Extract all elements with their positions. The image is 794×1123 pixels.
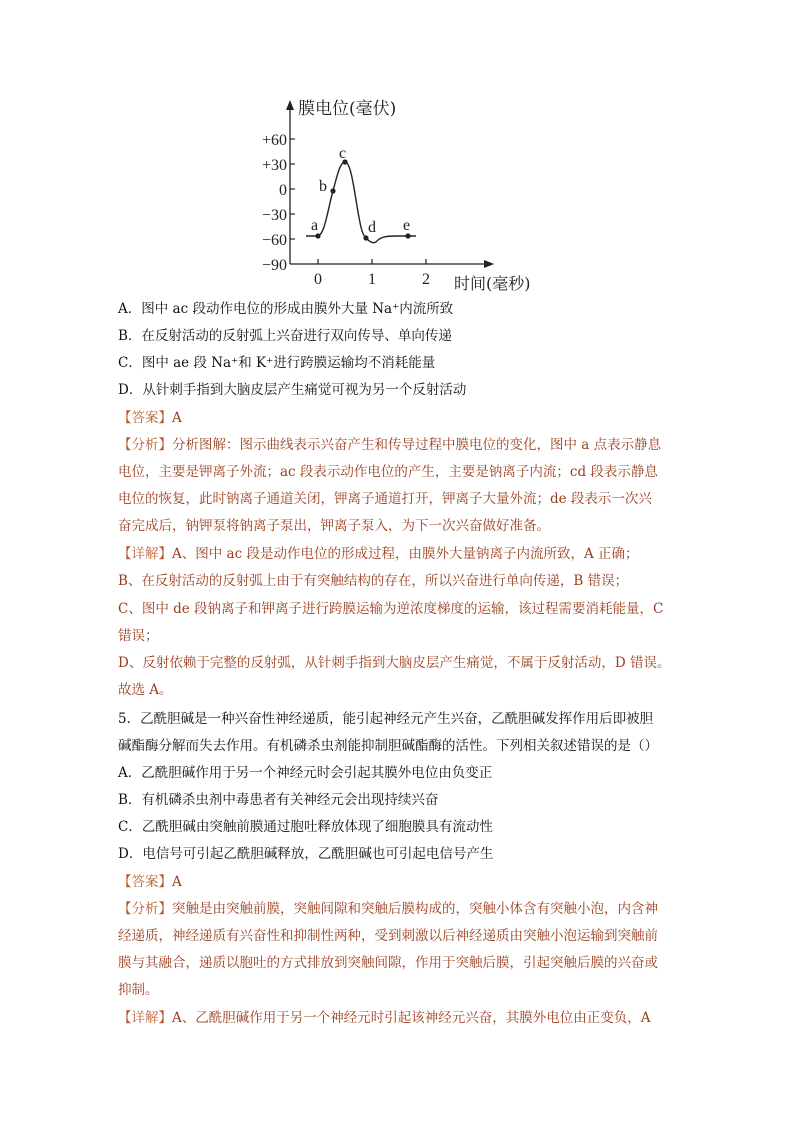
q5-detail-line: 【详解】A、乙酰胆碱作用于另一个神经元时引起该神经元兴奋，其膜外电位由正变负，A — [118, 1010, 651, 1026]
q5-option-b: B．有机磷杀虫剂中毒患者有关神经元会出现持续兴奋 — [118, 792, 439, 808]
q5-answer — [118, 871, 182, 893]
q5-option-a: A．乙酰胆碱作用于另一个神经元时会引起其膜外电位由负变正 — [118, 765, 493, 781]
q4-detail-line: 故选 A。 — [118, 682, 173, 698]
y-axis-arrow — [286, 100, 294, 110]
detail-tag: 【详解】 — [118, 1010, 172, 1026]
point-label-e: e — [403, 217, 411, 234]
analysis-tag: 【分析】 — [118, 437, 172, 453]
q4-answer — [118, 407, 182, 429]
answer-tag: 【答案】 — [118, 874, 172, 890]
y-tick-label: −90 — [261, 257, 287, 274]
q5-analysis-line: 抑制。 — [118, 982, 159, 998]
x-tick-label: 1 — [368, 271, 376, 288]
answer-tag: 【答案】 — [118, 410, 172, 426]
q4-option-c: C．图中 ae 段 Na⁺和 K⁺进行跨膜运输均不消耗能量 — [118, 355, 436, 371]
y-tick-label: −60 — [261, 232, 287, 249]
point-label-d: d — [368, 219, 376, 236]
answer-value: A — [172, 874, 182, 890]
point-label-a: a — [311, 217, 319, 234]
q4-analysis-line: 电位，主要是钾离子外流；ac 段表示动作电位的产生，主要是钠离子内流；cd 段表示静息 — [118, 464, 658, 480]
analysis-tag: 【分析】 — [118, 901, 172, 917]
y-axis-title: 膜电位(毫伏) — [298, 99, 397, 119]
y-tick-label: +60 — [261, 132, 287, 149]
point-e — [405, 233, 410, 238]
q4-detail-line: 【详解】A、图中 ac 段是动作电位的形成过程，由膜外大量钠离子内流所致，A 正确； — [118, 546, 639, 562]
q4-analysis-line: 【分析】分析图解：图示曲线表示兴奋产生和传导过程中膜电位的变化，图中 a 点表示静息 — [118, 437, 662, 453]
point-label-c: c — [339, 145, 347, 162]
point-a — [315, 233, 320, 238]
q4-detail-line: D、反射依赖于完整的反射弧，从针刺手指到大脑皮层产生痛觉，不属于反射活动，D 错误。 — [118, 655, 671, 671]
answer-value: A — [172, 410, 182, 426]
point-b — [330, 188, 335, 193]
q4-analysis-line: 电位的恢复，此时钠离子通道关闭，钾离子通道打开，钾离子大量外流；de 段表示一次兴 — [118, 491, 652, 507]
q4-option-d: D．从针刺手指到大脑皮层产生痛觉可视为另一个反射活动 — [118, 382, 467, 398]
point-label-b: b — [319, 178, 327, 195]
q4-analysis-line: 奋完成后，钠钾泵将钠离子泵出，钾离子泵入，为下一次兴奋做好准备。 — [118, 518, 550, 534]
y-tick-label: +30 — [261, 157, 287, 174]
q5-analysis-line: 【分析】突触是由突触前膜，突触间隙和突触后膜构成的，突触小体含有突触小泡，内含神 — [118, 901, 658, 917]
x-tick-label: 0 — [314, 271, 322, 288]
detail-tag: 【详解】 — [118, 546, 172, 562]
x-axis-title: 时间(毫秒) — [454, 274, 531, 293]
q5-analysis-line: 膜与其融合，递质以胞吐的方式排放到突触间隙，作用于突触后膜，引起突触后膜的兴奋或 — [118, 955, 658, 971]
q4-detail-line: C、图中 de 段钠离子和钾离子进行跨膜运输为逆浓度梯度的运输，该过程需要消耗能量，C — [118, 601, 664, 617]
membrane-potential-curve — [306, 162, 416, 243]
q4-option-b: B．在反射活动的反射弧上兴奋进行双向传导、单向传递 — [118, 328, 452, 344]
q5-stem-line: 碱酯酶分解而失去作用。有机磷杀虫剂能抑制胆碱酯酶的活性。下列相关叙述错误的是（） — [118, 738, 658, 754]
point-d — [363, 235, 368, 240]
x-axis-arrow — [484, 260, 494, 268]
y-tick-label: 0 — [279, 182, 287, 199]
q5-stem-line: 5．乙酰胆碱是一种兴奋性神经递质，能引起神经元产生兴奋，乙酰胆碱发挥作用后即被胆 — [118, 711, 654, 727]
q4-detail-line: 错误； — [118, 628, 159, 644]
q4-option-a: A．图中 ac 段动作电位的形成由膜外大量 Na⁺内流所致 — [118, 301, 454, 317]
y-tick-label: −30 — [261, 207, 287, 224]
q4-detail-line: B、在反射活动的反射弧上由于有突触结构的存在，所以兴奋进行单向传递，B 错误； — [118, 573, 629, 589]
q5-analysis-line: 经递质，神经递质有兴奋性和抑制性两种，受到刺激以后神经递质由突触小泡运输到突触前 — [118, 928, 658, 944]
q5-option-c: C．乙酰胆碱由突触前膜通过胞吐释放体现了细胞膜具有流动性 — [118, 819, 493, 835]
x-tick-label: 2 — [422, 271, 430, 288]
membrane-potential-graph — [250, 96, 550, 296]
graph-svg — [250, 96, 550, 296]
q5-option-d: D．电信号可引起乙酰胆碱释放，乙酰胆碱也可引起电信号产生 — [118, 846, 494, 862]
